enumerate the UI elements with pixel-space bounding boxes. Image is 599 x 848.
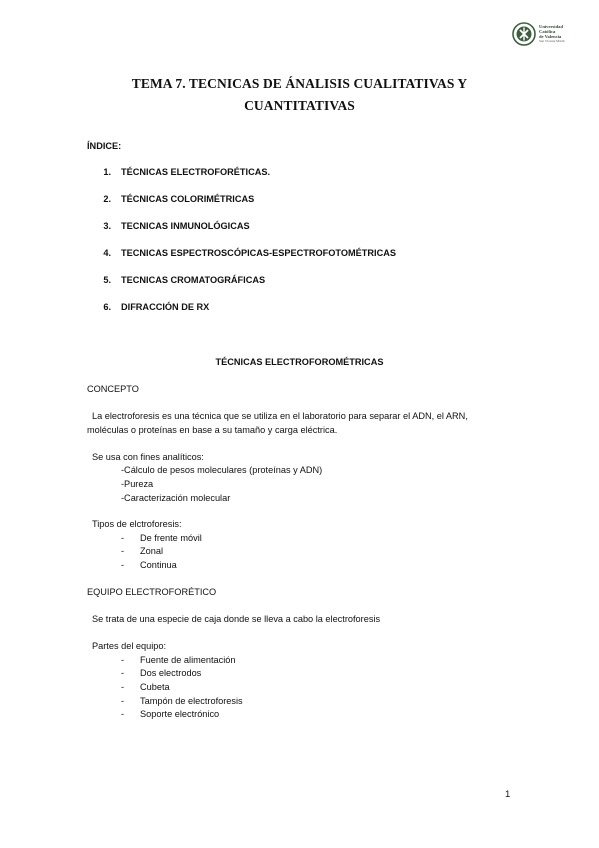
parts-item: Fuente de alimentación — [140, 655, 236, 665]
index-item-label: TÉCNICAS COLORIMÉTRICAS — [121, 194, 255, 204]
list-bullet: - — [121, 668, 125, 678]
page-number: 1 — [505, 789, 511, 800]
document-title-line-1: TEMA 7. TECNICAS DE ÁNALISIS CUALITATIVAS Y — [131, 76, 468, 91]
index-number: 2. — [103, 194, 111, 204]
parts-item: Dos electrodos — [140, 668, 202, 678]
parts-item: Tampón de electroforesis — [140, 696, 243, 706]
equipo-description: Se trata de una especie de caja donde se lleva a cabo la electroforesis — [92, 614, 381, 624]
types-item: De frente móvil — [140, 533, 202, 543]
list-bullet: - — [121, 696, 125, 706]
parts-item: Soporte electrónico — [140, 709, 220, 719]
list-bullet: - — [121, 560, 125, 570]
uses-item: -Cálculo de pesos moleculares (proteínas y ADN) — [121, 465, 323, 475]
index-label: ÍNDICE: — [87, 141, 122, 151]
parts-label: Partes del equipo: — [92, 641, 167, 651]
document-title-line-2: CUANTITATIVAS — [244, 98, 355, 113]
index-number: 1. — [103, 167, 111, 177]
logo-line: Católica — [539, 29, 556, 34]
uses-item: -Caracterización molecular — [121, 493, 231, 503]
list-bullet: - — [121, 546, 125, 556]
types-item: Continua — [140, 560, 177, 570]
index-number: 6. — [103, 302, 111, 312]
concepto-paragraph-line-2: moléculas o proteínas en base a su tamaño y carga eléctrica. — [87, 425, 338, 435]
index-number: 5. — [103, 275, 111, 285]
index-item-label: DIFRACCIÓN DE RX — [121, 302, 210, 312]
university-logo — [512, 19, 592, 49]
logo-line: Universidad — [539, 24, 563, 29]
uses-item: -Pureza — [121, 479, 154, 489]
equipo-heading: EQUIPO ELECTROFORÉTICO — [87, 587, 217, 597]
concepto-heading: CONCEPTO — [87, 384, 139, 394]
index-item-label: TECNICAS CROMATOGRÁFICAS — [121, 275, 266, 285]
index-item-label: TECNICAS ESPECTROSCÓPICAS-ESPECTROFOTOMÉTRICAS — [121, 248, 396, 258]
section-title: TÉCNICAS ELECTROFOROMÉTRICAS — [215, 357, 384, 367]
uses-label: Se usa con fines analíticos: — [92, 452, 204, 462]
index-number: 3. — [103, 221, 111, 231]
logo-line: de Valencia — [539, 34, 562, 39]
university-logo-text — [539, 24, 565, 44]
list-bullet: - — [121, 709, 125, 719]
list-bullet: - — [121, 682, 125, 692]
university-seal-icon — [512, 22, 536, 46]
parts-item: Cubeta — [140, 682, 170, 692]
types-item: Zonal — [140, 546, 163, 556]
logo-subline: San Vicente Mártir — [539, 39, 565, 43]
index-item-label: TECNICAS INMUNOLÓGICAS — [121, 221, 250, 231]
list-bullet: - — [121, 533, 125, 543]
list-bullet: - — [121, 655, 125, 665]
index-number: 4. — [103, 248, 111, 258]
types-label: Tipos de elctroforesis: — [92, 519, 182, 529]
concepto-paragraph-line-1: La electroforesis es una técnica que se utiliza en el laboratorio para separar el ADN, el ARN, — [92, 411, 468, 421]
index-item-label: TÉCNICAS ELECTROFORÉTICAS. — [121, 167, 271, 177]
